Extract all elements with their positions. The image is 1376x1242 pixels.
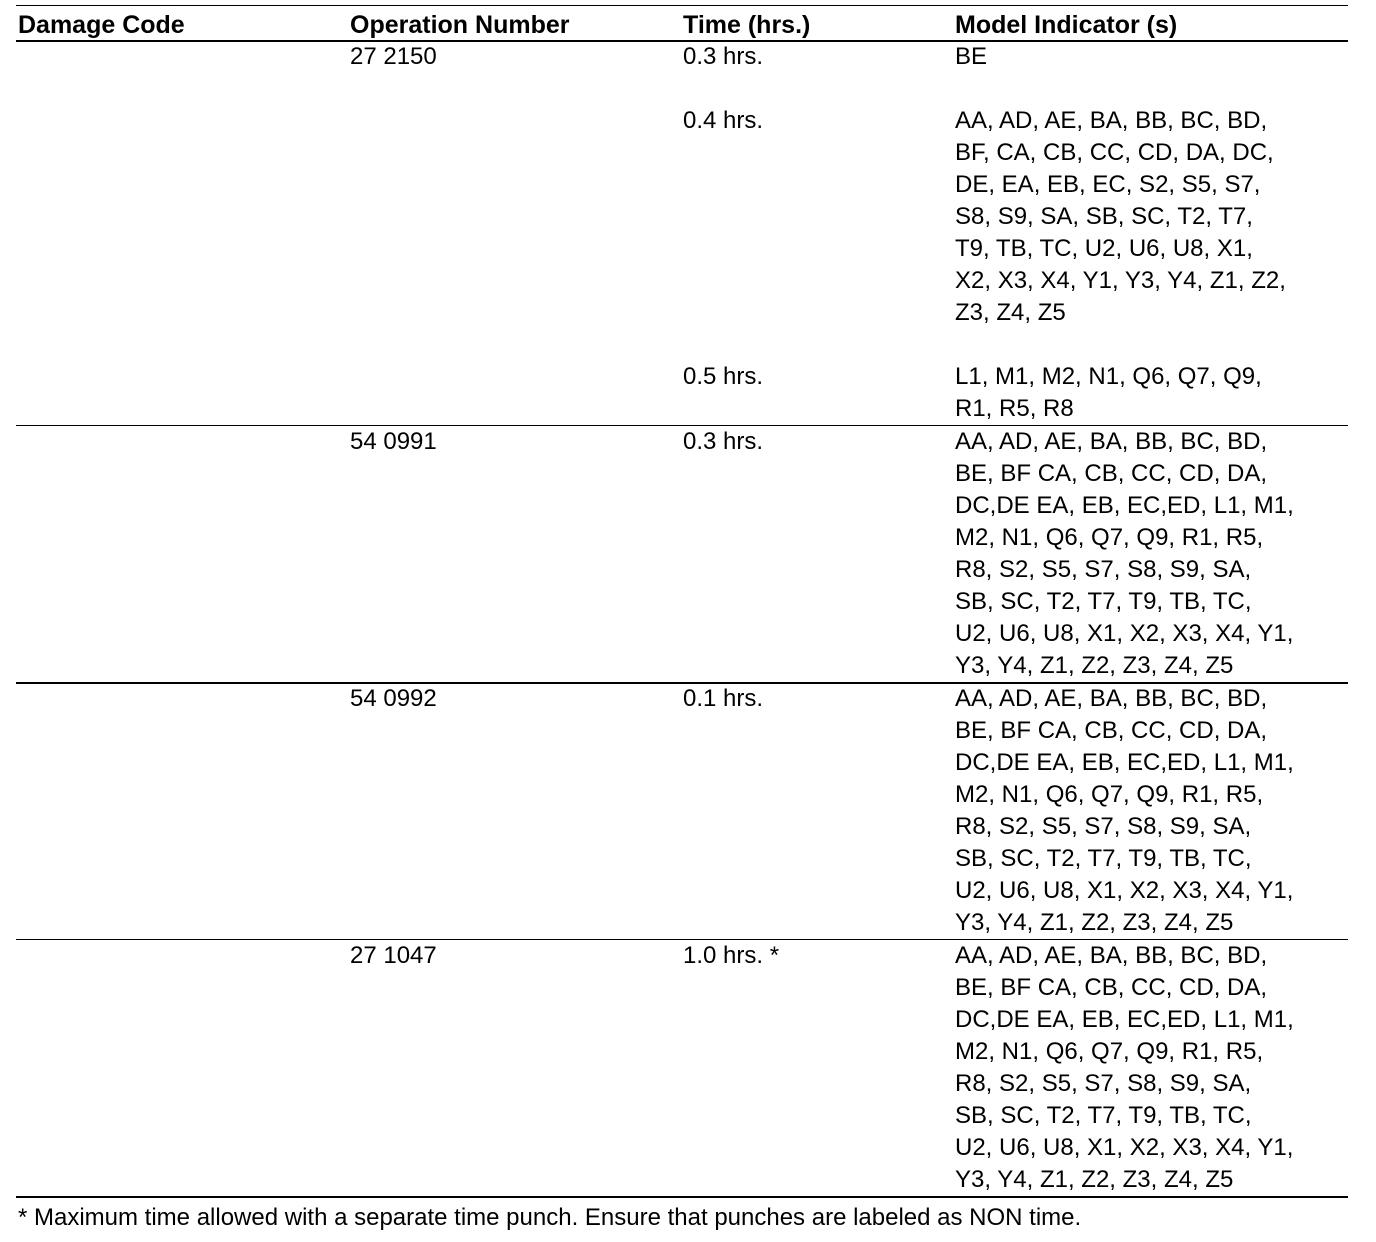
- model-indicators-cell: L1, M1, M2, N1, Q6, Q7, Q9, R1, R5, R8: [955, 363, 1262, 422]
- header-time: Time (hrs.): [683, 11, 811, 39]
- model-indicators-cell: AA, AD, AE, BA, BB, BC, BD, BF, CA, CB, CC, CD, DA, DC, DE, EA, EB, EC, S2, S5, S7, S8, S9, SA, SB, SC, T2, T7, T9, TB, TC, U2, U6, U8, X1, X2, X3, X4, Y1, Y3, Y4, Z1, Z2, Z3, Z4, Z5: [955, 107, 1286, 326]
- header-operation-number: Operation Number: [350, 11, 570, 39]
- operation-number-cell: 27 2150: [350, 43, 437, 70]
- model-indicators-cell: AA, AD, AE, BA, BB, BC, BD, BE, BF CA, CB, CC, CD, DA, DC,DE EA, EB, EC,ED, L1, M1, M2, N1, Q6, Q7, Q9, R1, R5, R8, S2, S5, S7, S8, S9, SA, SB, SC, T2, T7, T9, TB, TC, U2, U6, U8, X1, X2, X3, X4, Y1, Y3, Y4, Z1, Z2, Z3, Z4, Z5: [955, 428, 1294, 679]
- footnote: * Maximum time allowed with a separate time punch. Ensure that punches are labeled as NON time.: [18, 1204, 1082, 1231]
- time-cell: 0.3 hrs.: [683, 428, 764, 455]
- table-bottom-rule: [16, 1196, 1348, 1198]
- time-cell: 0.1 hrs.: [683, 685, 764, 712]
- header-model-indicators: Model Indicator (s): [955, 11, 1178, 39]
- operation-number-cell: 54 0991: [350, 428, 437, 455]
- model-indicators-cell: AA, AD, AE, BA, BB, BC, BD, BE, BF CA, CB, CC, CD, DA, DC,DE EA, EB, EC,ED, L1, M1, M2, N1, Q6, Q7, Q9, R1, R5, R8, S2, S5, S7, S8, S9, SA, SB, SC, T2, T7, T9, TB, TC, U2, U6, U8, X1, X2, X3, X4, Y1, Y3, Y4, Z1, Z2, Z3, Z4, Z5: [955, 685, 1294, 936]
- header-damage-code: Damage Code: [18, 11, 185, 39]
- model-indicators-cell: AA, AD, AE, BA, BB, BC, BD, BE, BF CA, CB, CC, CD, DA, DC,DE EA, EB, EC,ED, L1, M1, M2, N1, Q6, Q7, Q9, R1, R5, R8, S2, S5, S7, S8, S9, SA, SB, SC, T2, T7, T9, TB, TC, U2, U6, U8, X1, X2, X3, X4, Y1, Y3, Y4, Z1, Z2, Z3, Z4, Z5: [955, 942, 1294, 1193]
- operation-number-cell: 54 0992: [350, 685, 437, 712]
- table-top-rule: [16, 5, 1348, 6]
- time-cell: 0.5 hrs.: [683, 363, 764, 390]
- time-cell: 0.4 hrs.: [683, 107, 764, 134]
- time-cell: 1.0 hrs. *: [683, 942, 780, 969]
- time-cell: 0.3 hrs.: [683, 43, 764, 70]
- model-indicators-cell: BE: [955, 43, 988, 70]
- operation-number-cell: 27 1047: [350, 942, 437, 969]
